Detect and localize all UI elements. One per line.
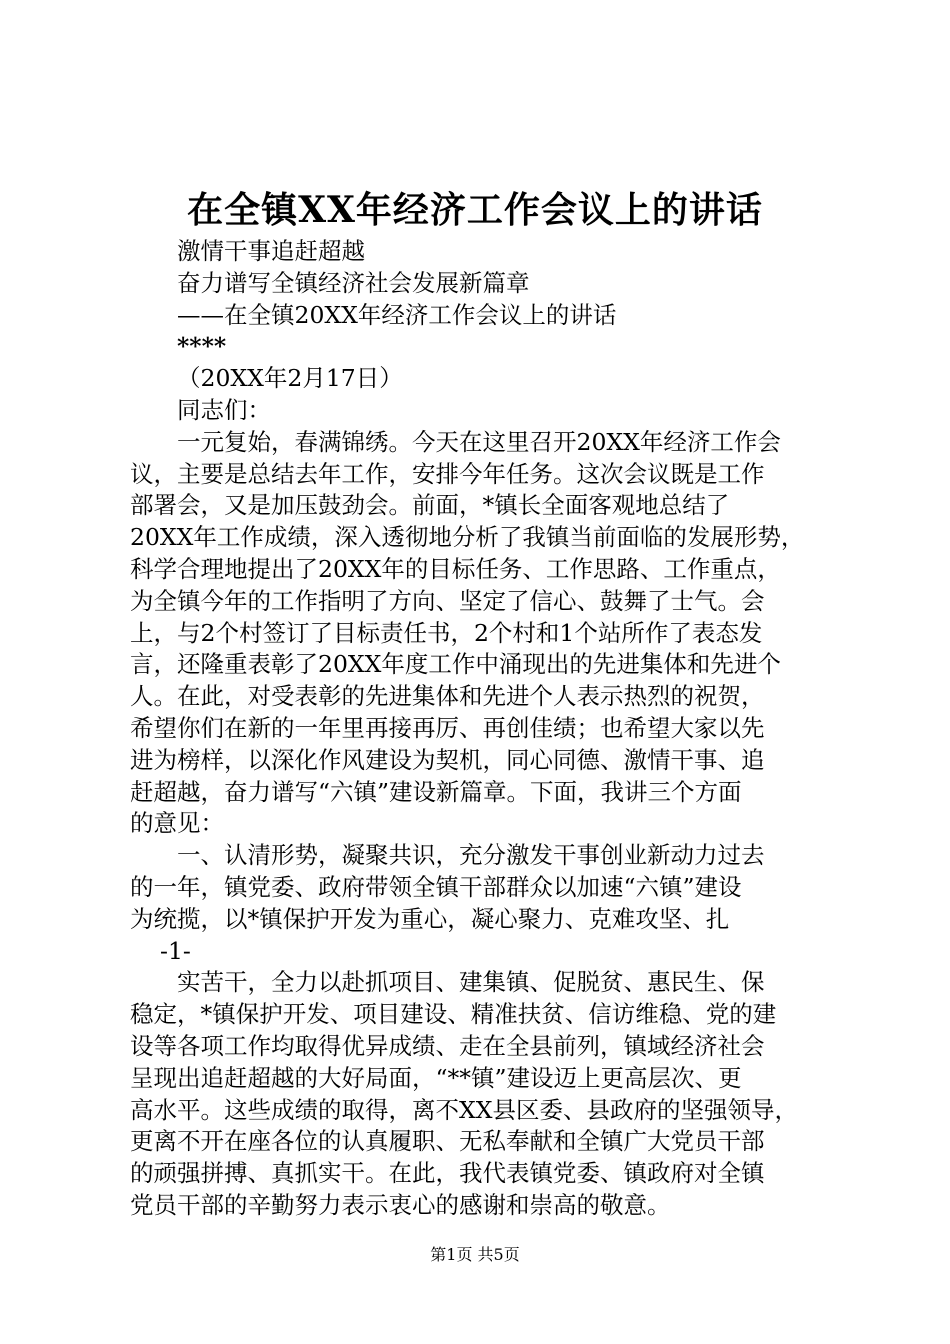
subtitle-line: 奋力谱写全镇经济社会发展新篇章 <box>177 268 530 297</box>
paragraph-line: 实苦干，全力以赴抓项目、建集镇、促脱贫、惠民生、保 <box>177 968 765 997</box>
paragraph-line: 人。在此，对受表彰的先进集体和先进个人表示热烈的祝贺， <box>130 682 765 711</box>
paragraph-line: 设等各项工作均取得优异成绩、走在全县前列，镇域经济社会 <box>130 1031 765 1060</box>
paragraph-line: 为全镇今年的工作指明了方向、坚定了信心、鼓舞了士气。会 <box>130 586 765 615</box>
paragraph-line: 一元复始，春满锦绣。今天在这里召开20XX年经济工作会 <box>177 427 781 456</box>
paragraph-line: 部署会，又是加压鼓劲会。前面，*镇长全面客观地总结了 <box>130 491 730 520</box>
page-footer: 第1页 共5页 <box>430 1245 520 1264</box>
document-body <box>130 236 830 1222</box>
paragraph-line: 议，主要是总结去年工作，安排今年任务。这次会议既是工作 <box>130 459 765 488</box>
paragraph-line: 党员干部的辛勤努力表示衷心的感谢和崇高的敬意。 <box>130 1190 671 1219</box>
paragraph-line: 的顽强拼搏、真抓实干。在此，我代表镇党委、镇政府对全镇 <box>130 1159 765 1188</box>
paragraph-line: 20XX年工作成绩，深入透彻地分析了我镇当前面临的发展形势， <box>130 523 805 552</box>
paragraph-line: 赶超越，奋力谱写“六镇”建设新篇章。下面，我讲三个方面 <box>130 777 742 806</box>
document-title: 在全镇XX年经济工作会议上的讲话 <box>187 189 763 231</box>
paragraph-line: 上，与2个村签订了目标责任书，2个村和1个站所作了表态发 <box>130 618 763 647</box>
paragraph-line: 高水平。这些成绩的取得，离不XX县区委、县政府的坚强领导， <box>130 1095 798 1124</box>
paragraph-line: 言，还隆重表彰了20XX年度工作中涌现出的先进集体和先进个 <box>130 650 781 679</box>
subtitle-line: 激情干事追赶超越 <box>177 237 365 265</box>
author-line: **** <box>177 332 227 361</box>
paragraph-line: 为统揽，以*镇保护开发为重心，凝心聚力、克难攻坚、扎 <box>130 904 730 933</box>
page-marker-line: -1- <box>160 936 191 965</box>
paragraph-line: 稳定，*镇保护开发、项目建设、精准扶贫、信访维稳、党的建 <box>130 1000 777 1029</box>
paragraph-line: 的意见： <box>130 809 224 838</box>
paragraph-line: 的一年，镇党委、政府带领全镇干部群众以加速“六镇”建设 <box>130 872 742 901</box>
paragraph-line: 希望你们在新的一年里再接再厉、再创佳绩；也希望大家以先 <box>130 713 765 742</box>
paragraph-line: 更离不开在座各位的认真履职、无私奉献和全镇广大党员干部 <box>130 1127 765 1156</box>
date-line: （20XX年2月17日） <box>177 364 403 393</box>
paragraph-line: 进为榜样，以深化作风建设为契机，同心同德、激情干事、追 <box>130 745 765 774</box>
paragraph-line: 科学合理地提出了20XX年的目标任务、工作思路、工作重点， <box>130 554 781 583</box>
salutation-line: 同志们： <box>177 395 271 424</box>
paragraph-line: 呈现出追赶超越的大好局面，“**镇”建设迈上更高层次、更 <box>130 1063 742 1092</box>
section-heading-line: 一、认清形势，凝聚共识，充分激发干事创业新动力过去 <box>177 841 765 870</box>
subtitle-line: ——在全镇20XX年经济工作会议上的讲话 <box>177 300 617 329</box>
